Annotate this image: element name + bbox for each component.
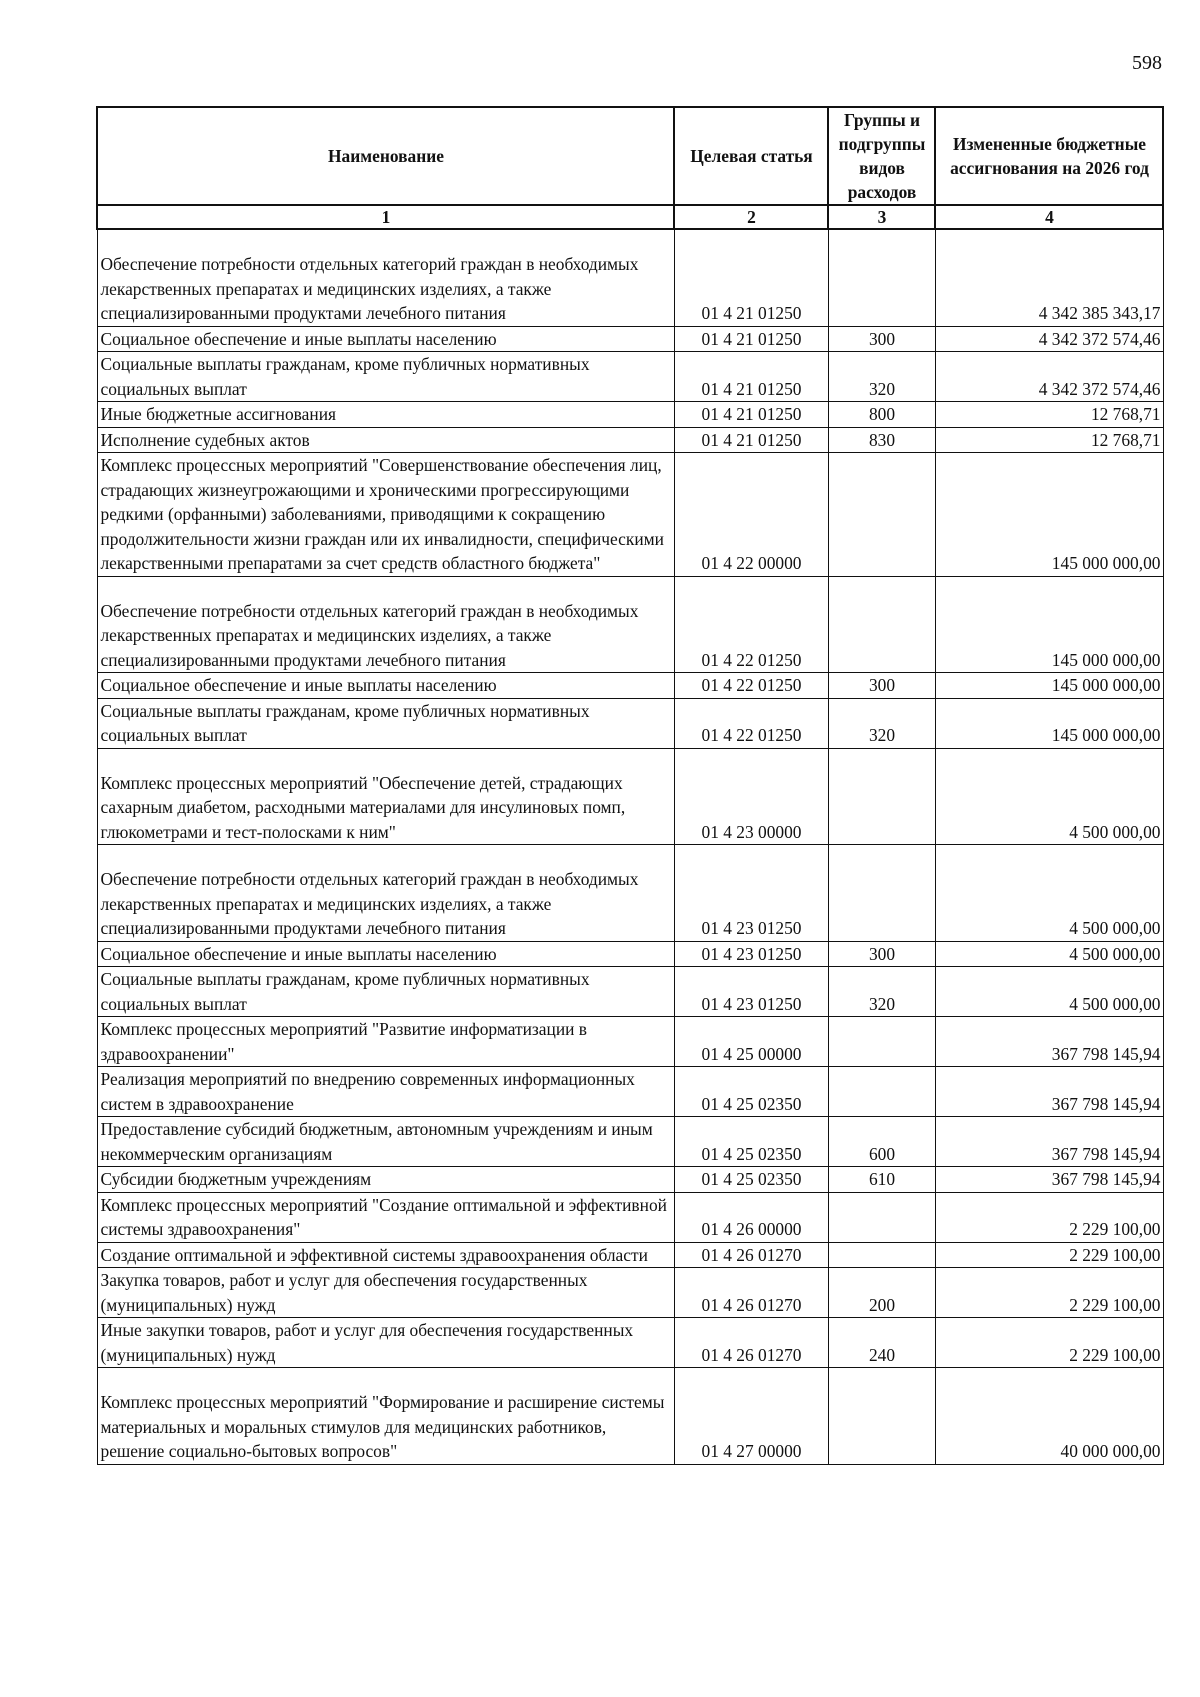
allocation-amount: 367 798 145,94 — [935, 1067, 1163, 1117]
expense-group-code: 800 — [828, 402, 935, 428]
table-row — [97, 1067, 1163, 1117]
target-article-code: 01 4 21 01250 — [674, 352, 828, 402]
row-name: Закупка товаров, работ и услуг для обеспечения государственных (муниципальных) нужд — [97, 1268, 674, 1318]
allocation-amount: 2 229 100,00 — [935, 1192, 1163, 1242]
table-row — [97, 1242, 1163, 1268]
target-article-code: 01 4 26 01270 — [674, 1242, 828, 1268]
row-name: Исполнение судебных актов — [97, 427, 674, 453]
expense-group-code — [828, 748, 935, 845]
expense-group-code: 300 — [828, 673, 935, 699]
expense-group-code — [828, 576, 935, 673]
table-row — [97, 1117, 1163, 1167]
allocation-amount: 12 768,71 — [935, 427, 1163, 453]
header-row — [97, 107, 1163, 205]
target-article-code: 01 4 23 01250 — [674, 967, 828, 1017]
column-number: 1 — [97, 205, 674, 229]
target-article-code: 01 4 21 01250 — [674, 427, 828, 453]
expense-group-code: 320 — [828, 698, 935, 748]
row-name: Реализация мероприятий по внедрению современных информационных систем в здравоохранение — [97, 1067, 674, 1117]
table-header — [97, 107, 1163, 229]
target-article-code: 01 4 27 00000 — [674, 1368, 828, 1465]
row-name: Создание оптимальной и эффективной системы здравоохранения области — [97, 1242, 674, 1268]
page-number: 598 — [1132, 52, 1162, 74]
target-article-code: 01 4 21 01250 — [674, 326, 828, 352]
target-article-code: 01 4 25 00000 — [674, 1017, 828, 1067]
expense-group-code — [828, 229, 935, 326]
row-name: Обеспечение потребности отдельных категорий граждан в необходимых лекарственных препаратах и медицинских изделиях, а также специализированными продуктами лечебного питания — [97, 576, 674, 673]
row-name: Обеспечение потребности отдельных категорий граждан в необходимых лекарственных препаратах и медицинских изделиях, а также специализированными продуктами лечебного питания — [97, 229, 674, 326]
expense-group-code: 320 — [828, 967, 935, 1017]
allocation-amount: 145 000 000,00 — [935, 453, 1163, 577]
allocation-amount: 2 229 100,00 — [935, 1268, 1163, 1318]
table-row — [97, 1017, 1163, 1067]
column-number: 4 — [935, 205, 1163, 229]
row-name: Иные бюджетные ассигнования — [97, 402, 674, 428]
table-row — [97, 229, 1163, 326]
row-name: Социальное обеспечение и иные выплаты населению — [97, 326, 674, 352]
row-name: Комплекс процессных мероприятий "Обеспечение детей, страдающих сахарным диабетом, расходными материалами для инсулиновых помп, глюкометрами и тест-полосками к ним" — [97, 748, 674, 845]
allocation-amount: 4 342 385 343,17 — [935, 229, 1163, 326]
target-article-code: 01 4 23 01250 — [674, 845, 828, 942]
expense-group-code — [828, 1017, 935, 1067]
table-row — [97, 402, 1163, 428]
allocation-amount: 4 500 000,00 — [935, 748, 1163, 845]
allocation-amount: 367 798 145,94 — [935, 1017, 1163, 1067]
target-article-code: 01 4 23 01250 — [674, 941, 828, 967]
expense-group-code: 320 — [828, 352, 935, 402]
row-name: Социальное обеспечение и иные выплаты населению — [97, 941, 674, 967]
row-name: Субсидии бюджетным учреждениям — [97, 1167, 674, 1193]
expense-group-code: 240 — [828, 1318, 935, 1368]
table-row — [97, 673, 1163, 699]
target-article-code: 01 4 26 01270 — [674, 1268, 828, 1318]
table-row — [97, 326, 1163, 352]
expense-group-code: 300 — [828, 326, 935, 352]
expense-group-code: 200 — [828, 1268, 935, 1318]
expense-group-code — [828, 453, 935, 577]
row-name: Социальные выплаты гражданам, кроме публичных нормативных социальных выплат — [97, 352, 674, 402]
allocation-amount: 145 000 000,00 — [935, 673, 1163, 699]
header-expense-groups: Группы и подгруппы видов расходов — [828, 107, 935, 205]
table-row — [97, 1167, 1163, 1193]
table-row — [97, 453, 1163, 577]
table-row — [97, 352, 1163, 402]
row-name: Комплекс процессных мероприятий "Создание оптимальной и эффективной системы здравоохранения" — [97, 1192, 674, 1242]
target-article-code: 01 4 22 00000 — [674, 453, 828, 577]
allocation-amount: 4 500 000,00 — [935, 967, 1163, 1017]
expense-group-code — [828, 1192, 935, 1242]
allocation-amount: 2 229 100,00 — [935, 1242, 1163, 1268]
column-number: 2 — [674, 205, 828, 229]
allocation-amount: 145 000 000,00 — [935, 698, 1163, 748]
allocation-amount: 12 768,71 — [935, 402, 1163, 428]
row-name: Социальные выплаты гражданам, кроме публичных нормативных социальных выплат — [97, 967, 674, 1017]
column-number: 3 — [828, 205, 935, 229]
target-article-code: 01 4 23 00000 — [674, 748, 828, 845]
table-row — [97, 1368, 1163, 1465]
table-row — [97, 748, 1163, 845]
target-article-code: 01 4 25 02350 — [674, 1167, 828, 1193]
allocation-amount: 145 000 000,00 — [935, 576, 1163, 673]
header-target-article: Целевая статья — [674, 107, 828, 205]
table-row — [97, 941, 1163, 967]
table-row — [97, 1192, 1163, 1242]
target-article-code: 01 4 22 01250 — [674, 576, 828, 673]
expense-group-code: 830 — [828, 427, 935, 453]
allocation-amount: 367 798 145,94 — [935, 1167, 1163, 1193]
expense-group-code: 600 — [828, 1117, 935, 1167]
target-article-code: 01 4 22 01250 — [674, 698, 828, 748]
expense-group-code — [828, 845, 935, 942]
expense-group-code: 610 — [828, 1167, 935, 1193]
expense-group-code — [828, 1067, 935, 1117]
table-row — [97, 1268, 1163, 1318]
target-article-code: 01 4 21 01250 — [674, 229, 828, 326]
allocation-amount: 4 500 000,00 — [935, 845, 1163, 942]
row-name: Комплекс процессных мероприятий "Совершенствование обеспечения лиц, страдающих жизнеугрожающими и хроническими прогрессирующими редкими (орфанными) заболеваниями, приводящими к сокращению продолжительности жизни граждан или их инвалидности, специфическими лекарственными препаратами за счет средств областного бюджета" — [97, 453, 674, 577]
table-row — [97, 1318, 1163, 1368]
allocation-amount: 4 342 372 574,46 — [935, 326, 1163, 352]
table-row — [97, 427, 1163, 453]
row-name: Обеспечение потребности отдельных категорий граждан в необходимых лекарственных препаратах и медицинских изделиях, а также специализированными продуктами лечебного питания — [97, 845, 674, 942]
target-article-code: 01 4 22 01250 — [674, 673, 828, 699]
table-body — [97, 229, 1163, 1464]
table-row — [97, 576, 1163, 673]
expense-group-code — [828, 1242, 935, 1268]
expense-group-code — [828, 1368, 935, 1465]
budget-table — [96, 106, 1164, 1465]
row-name: Иные закупки товаров, работ и услуг для обеспечения государственных (муниципальных) нужд — [97, 1318, 674, 1368]
allocation-amount: 40 000 000,00 — [935, 1368, 1163, 1465]
table-row — [97, 967, 1163, 1017]
target-article-code: 01 4 25 02350 — [674, 1067, 828, 1117]
column-number-row — [97, 205, 1163, 229]
allocation-amount: 2 229 100,00 — [935, 1318, 1163, 1368]
target-article-code: 01 4 26 01270 — [674, 1318, 828, 1368]
target-article-code: 01 4 26 00000 — [674, 1192, 828, 1242]
allocation-amount: 4 500 000,00 — [935, 941, 1163, 967]
target-article-code: 01 4 21 01250 — [674, 402, 828, 428]
header-name: Наименование — [97, 107, 674, 205]
header-allocations-2026: Измененные бюджетные ассигнования на 2026 год — [935, 107, 1163, 205]
row-name: Социальное обеспечение и иные выплаты населению — [97, 673, 674, 699]
table-row — [97, 845, 1163, 942]
target-article-code: 01 4 25 02350 — [674, 1117, 828, 1167]
row-name: Предоставление субсидий бюджетным, автономным учреждениям и иным некоммерческим организациям — [97, 1117, 674, 1167]
row-name: Комплекс процессных мероприятий "Развитие информатизации в здравоохранении" — [97, 1017, 674, 1067]
table-row — [97, 698, 1163, 748]
row-name: Социальные выплаты гражданам, кроме публичных нормативных социальных выплат — [97, 698, 674, 748]
expense-group-code: 300 — [828, 941, 935, 967]
row-name: Комплекс процессных мероприятий "Формирование и расширение системы материальных и моральных стимулов для медицинских работников, решение социально-бытовых вопросов" — [97, 1368, 674, 1465]
allocation-amount: 4 342 372 574,46 — [935, 352, 1163, 402]
allocation-amount: 367 798 145,94 — [935, 1117, 1163, 1167]
